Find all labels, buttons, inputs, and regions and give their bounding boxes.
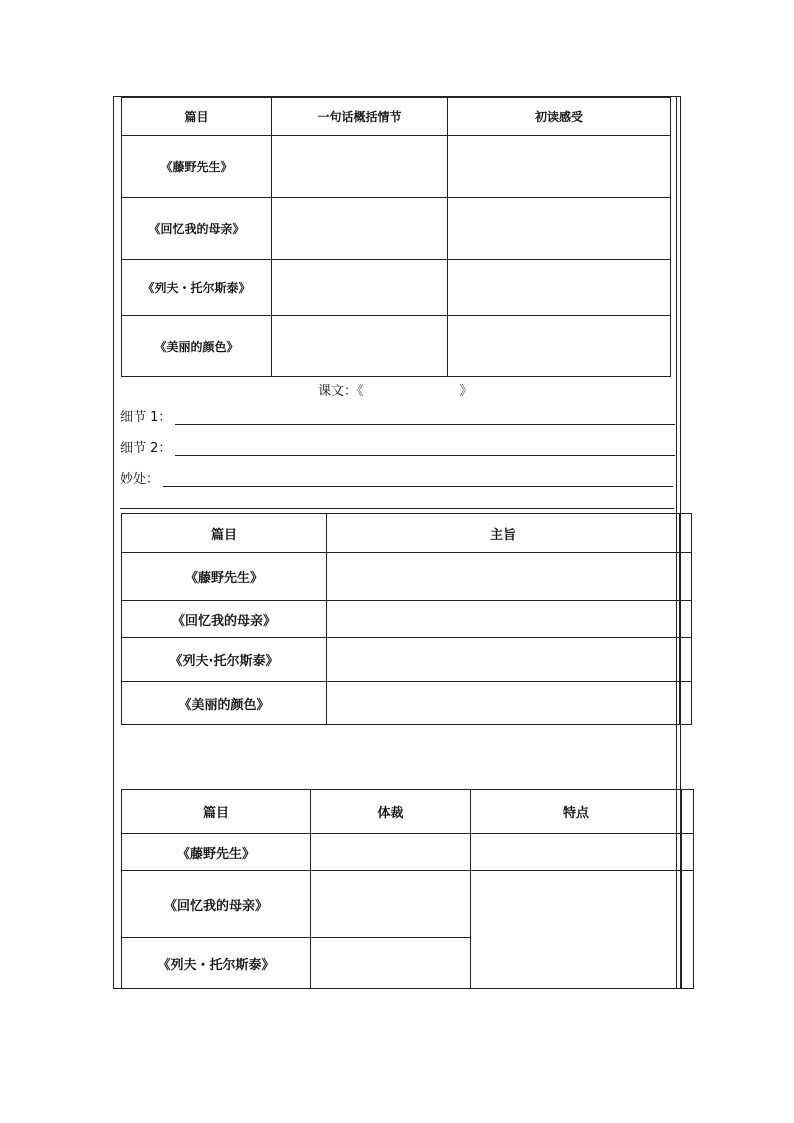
theme-cell[interactable]	[327, 601, 680, 638]
row-title: 《藤野先生》	[122, 136, 272, 198]
impression-cell[interactable]	[448, 260, 671, 316]
header-genre: 体裁	[311, 790, 471, 834]
highlight-label: 妙处：	[120, 472, 160, 487]
header-plot: 一句话概括情节	[272, 98, 448, 136]
theme-table	[121, 513, 692, 725]
header-feature: 特点	[471, 790, 682, 834]
blank-line[interactable]	[120, 508, 674, 509]
row-title: 《美丽的颜色》	[122, 316, 272, 377]
genre-cell[interactable]	[311, 938, 471, 989]
header-theme: 主旨	[327, 514, 680, 553]
table-row	[122, 553, 692, 601]
genre-cell[interactable]	[311, 834, 471, 871]
row-title: 《列夫・托尔斯泰》	[122, 938, 311, 989]
extra-cell	[680, 553, 692, 601]
theme-cell[interactable]	[327, 682, 680, 725]
table-row	[122, 136, 671, 198]
lesson-close: 》	[459, 384, 473, 399]
table-row	[122, 260, 671, 316]
header-impression: 初读感受	[448, 98, 671, 136]
feature-cell[interactable]	[471, 834, 682, 871]
detail-2-row	[120, 437, 675, 456]
lesson-label: 课文：《	[318, 384, 364, 399]
row-title: 《列夫·托尔斯泰》	[122, 638, 327, 682]
table-header-row	[122, 98, 671, 136]
table-row	[122, 316, 671, 377]
detail-2-field[interactable]	[175, 454, 675, 456]
highlight-field[interactable]	[163, 485, 673, 487]
table-header-row	[122, 790, 694, 834]
highlight-row	[120, 468, 673, 487]
header-title: 篇目	[122, 514, 327, 553]
row-title: 《藤野先生》	[122, 834, 311, 871]
theme-cell[interactable]	[327, 638, 680, 682]
detail-1-row	[120, 406, 675, 425]
row-title: 《回忆我的母亲》	[122, 198, 272, 260]
table-row	[122, 871, 694, 938]
impression-cell[interactable]	[448, 316, 671, 377]
extra-cell	[682, 834, 694, 871]
reading-table	[121, 97, 671, 377]
impression-cell[interactable]	[448, 198, 671, 260]
row-title: 《回忆我的母亲》	[122, 871, 311, 938]
header-title: 篇目	[122, 790, 311, 834]
extra-cell	[680, 514, 692, 553]
header-title: 篇目	[122, 98, 272, 136]
row-title: 《藤野先生》	[122, 553, 327, 601]
impression-cell[interactable]	[448, 136, 671, 198]
extra-cell	[680, 638, 692, 682]
row-title: 《回忆我的母亲》	[122, 601, 327, 638]
row-title: 《美丽的颜色》	[122, 682, 327, 725]
extra-cell	[680, 601, 692, 638]
plot-cell[interactable]	[272, 198, 448, 260]
detail-1-label: 细节 1：	[120, 410, 172, 425]
genre-table	[121, 789, 694, 989]
extra-cell	[682, 790, 694, 834]
extra-cell	[682, 871, 694, 989]
table-row	[122, 198, 671, 260]
extra-cell	[680, 682, 692, 725]
table-row	[122, 682, 692, 725]
plot-cell[interactable]	[272, 316, 448, 377]
table-row	[122, 638, 692, 682]
detail-2-label: 细节 2：	[120, 441, 172, 456]
row-title: 《列夫・托尔斯泰》	[122, 260, 272, 316]
table-row	[122, 601, 692, 638]
genre-cell[interactable]	[311, 871, 471, 938]
plot-cell[interactable]	[272, 136, 448, 198]
plot-cell[interactable]	[272, 260, 448, 316]
detail-1-field[interactable]	[175, 423, 675, 425]
table-header-row	[122, 514, 692, 553]
feature-cell-merged[interactable]	[471, 871, 682, 989]
lesson-line	[318, 380, 473, 399]
theme-cell[interactable]	[327, 553, 680, 601]
table-row	[122, 834, 694, 871]
